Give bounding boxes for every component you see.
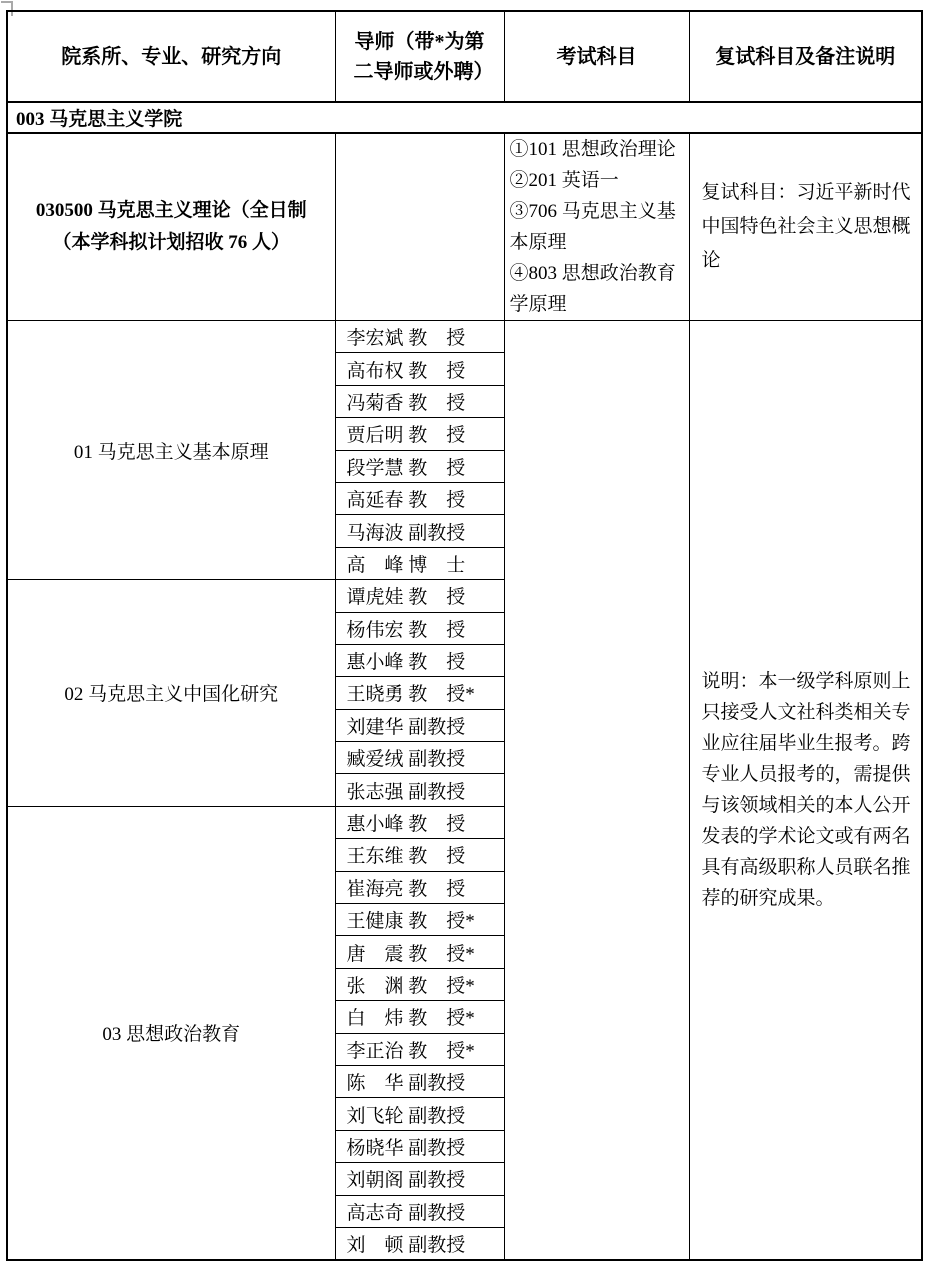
supervisor-cell: 马海波 副教授 xyxy=(335,515,504,547)
header-supervisors xyxy=(335,11,504,102)
supervisor-cell: 崔海亮 教 授 xyxy=(335,871,504,903)
supervisor-cell: 刘 顿 副教授 xyxy=(335,1227,504,1259)
supervisor-cell: 刘飞轮 副教授 xyxy=(335,1098,504,1130)
header-retest-remarks xyxy=(689,11,922,102)
supervisor-cell: 惠小峰 教 授 xyxy=(335,644,504,676)
admissions-table xyxy=(6,10,923,1261)
supervisor-cell: 王晓勇 教 授* xyxy=(335,677,504,709)
exam-subject-line: ③706 马克思主义基本原理 xyxy=(509,201,676,253)
supervisor-cell: 惠小峰 教 授 xyxy=(335,806,504,838)
program-name-line2: （本学科拟计划招收 76 人） xyxy=(52,232,290,253)
exam-subjects-cell xyxy=(504,133,689,321)
direction-cell-01: 01 马克思主义基本原理 xyxy=(7,321,335,580)
supervisor-cell: 贾后明 教 授 xyxy=(335,418,504,450)
supervisor-cell: 冯菊香 教 授 xyxy=(335,385,504,417)
supervisor-cell: 高 峰 博 士 xyxy=(335,547,504,579)
supervisor-cell: 谭虎娃 教 授 xyxy=(335,580,504,612)
header-exam-subjects-label: 考试科目 xyxy=(556,45,637,68)
supervisor-cell: 刘建华 副教授 xyxy=(335,709,504,741)
exam-subject-line: ②201 英语一 xyxy=(509,170,619,191)
header-supervisors-label: 导师（带*为第二导师或外聘） xyxy=(353,30,494,83)
program-name-cell xyxy=(7,133,335,321)
direction-cell-02: 02 马克思主义中国化研究 xyxy=(7,580,335,807)
exam-subjects-merged-empty-cell xyxy=(504,321,689,1260)
header-department-major-label: 院系所、专业、研究方向 xyxy=(61,45,282,68)
supervisor-cell: 王健康 教 授* xyxy=(335,904,504,936)
program-supervisor-empty-cell xyxy=(335,133,504,321)
supervisor-cell: 高布权 教 授 xyxy=(335,353,504,385)
supervisor-row xyxy=(7,321,922,353)
direction-cell-03: 03 思想政治教育 xyxy=(7,806,335,1259)
supervisor-cell: 白 炜 教 授* xyxy=(335,1001,504,1033)
program-row xyxy=(7,133,922,321)
supervisor-cell: 高志奇 副教授 xyxy=(335,1195,504,1227)
supervisor-cell: 高延春 教 授 xyxy=(335,482,504,514)
section-note: 说明：本一级学科原则上只接受人文社科类相关专业应往届毕业生报考。跨专业人员报考的，需提供与该领域相关的本人公开发表的学术论文或有两名具有高级职称人员联名推荐的研究成果。 xyxy=(701,670,911,909)
supervisor-cell: 张志强 副教授 xyxy=(335,774,504,806)
exam-subjects xyxy=(505,134,689,320)
header-retest-remarks-label: 复试科目及备注说明 xyxy=(715,45,896,68)
header-row xyxy=(7,11,922,102)
supervisor-cell: 陈 华 副教授 xyxy=(335,1065,504,1097)
supervisor-cell: 段学慧 教 授 xyxy=(335,450,504,482)
retest-note-cell xyxy=(689,133,922,321)
department-name: 003 马克思主义学院 xyxy=(7,102,922,133)
supervisor-cell: 唐 震 教 授* xyxy=(335,936,504,968)
supervisor-cell: 刘朝阁 副教授 xyxy=(335,1163,504,1195)
section-note-cell xyxy=(689,321,922,1260)
supervisor-cell: 杨晓华 副教授 xyxy=(335,1130,504,1162)
exam-subject-line: ①101 思想政治理论 xyxy=(509,139,676,160)
exam-subject-line: ④803 思想政治教育学原理 xyxy=(509,263,676,315)
supervisor-cell: 王东维 教 授 xyxy=(335,839,504,871)
retest-note: 复试科目：习近平新时代中国特色社会主义思想概论 xyxy=(701,182,911,271)
header-department-major xyxy=(7,11,335,102)
program-name-line1: 030500 马克思主义理论（全日制 xyxy=(35,200,307,221)
department-row xyxy=(7,102,922,133)
supervisor-cell: 张 渊 教 授* xyxy=(335,968,504,1000)
supervisor-cell: 臧爱绒 副教授 xyxy=(335,742,504,774)
supervisor-cell: 李正治 教 授* xyxy=(335,1033,504,1065)
supervisor-cell: 李宏斌 教 授 xyxy=(335,321,504,353)
header-exam-subjects xyxy=(504,11,689,102)
supervisor-cell: 杨伟宏 教 授 xyxy=(335,612,504,644)
